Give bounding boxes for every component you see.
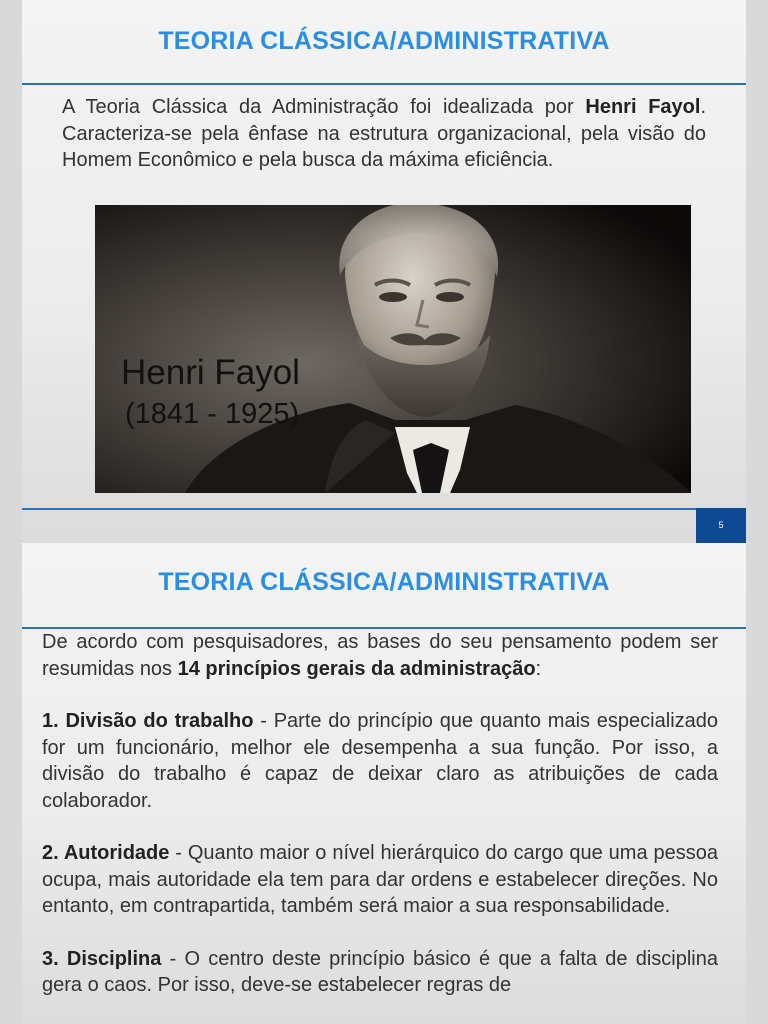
- intro-text-end: :: [535, 657, 542, 680]
- principle-text: - Quanto maior o nível hierárquico do cargo que uma pessoa ocupa, mais autoridade ela tem para dar ordens e estabelecer direções. No entanto, em contrapartida, também será maior a sua responsabilidade.: [42, 842, 718, 917]
- intro-bold-name: Henri Fayol: [585, 96, 701, 118]
- slide-title: TEORIA CLÁSSICA/ADMINISTRATIVA: [158, 27, 610, 55]
- principles-intro: [42, 629, 718, 682]
- principle-label: 2. Autoridade: [42, 842, 170, 864]
- intro-text-end: . Caracteriza-se pela ênfase na estrutura organizacional, pela visão do Homem Econômico e pela busca da máxima eficiência.: [62, 96, 706, 171]
- principle-label: 1. Divisão do trabalho: [42, 710, 254, 732]
- footer-divider: [22, 508, 746, 510]
- slide-title: TEORIA CLÁSSICA/ADMINISTRATIVA: [158, 568, 610, 596]
- page-number-badge: 5: [696, 508, 746, 543]
- intro-bold-phrase: 14 princípios gerais da administração: [177, 657, 536, 680]
- principle-item: [42, 840, 718, 920]
- intro-paragraph: [62, 94, 706, 174]
- slide-5: [22, 0, 746, 543]
- principle-item: [42, 708, 718, 814]
- intro-text-start: A Teoria Clássica da Administração foi idealizada por: [62, 96, 586, 118]
- principle-text: - Parte do princípio que quanto mais especializado for um funcionário, melhor ele desempenha a sua função. Por isso, a divisão do trabalho é capaz de deixar claro as atribuições de cada colaborador.: [42, 710, 719, 812]
- principle-label: 3. Disciplina: [42, 947, 162, 970]
- henri-fayol-portrait: [95, 205, 691, 493]
- photo-caption-name: Henri Fayol: [121, 353, 300, 392]
- slide-content: [42, 629, 718, 1024]
- slide-6: [22, 543, 746, 1024]
- photo-caption-years: (1841 - 1925): [125, 398, 300, 430]
- principle-text: - O centro deste princípio básico é que a falta de disciplina gera o caos. Por isso, deve-se estabelecer regras de: [42, 947, 718, 996]
- portrait-illustration: [95, 205, 691, 493]
- title-divider: [22, 83, 746, 85]
- principle-item: [42, 946, 718, 999]
- intro-text-start: De acordo com pesquisadores, as bases do seu pensamento podem ser resumidas nos: [42, 631, 718, 680]
